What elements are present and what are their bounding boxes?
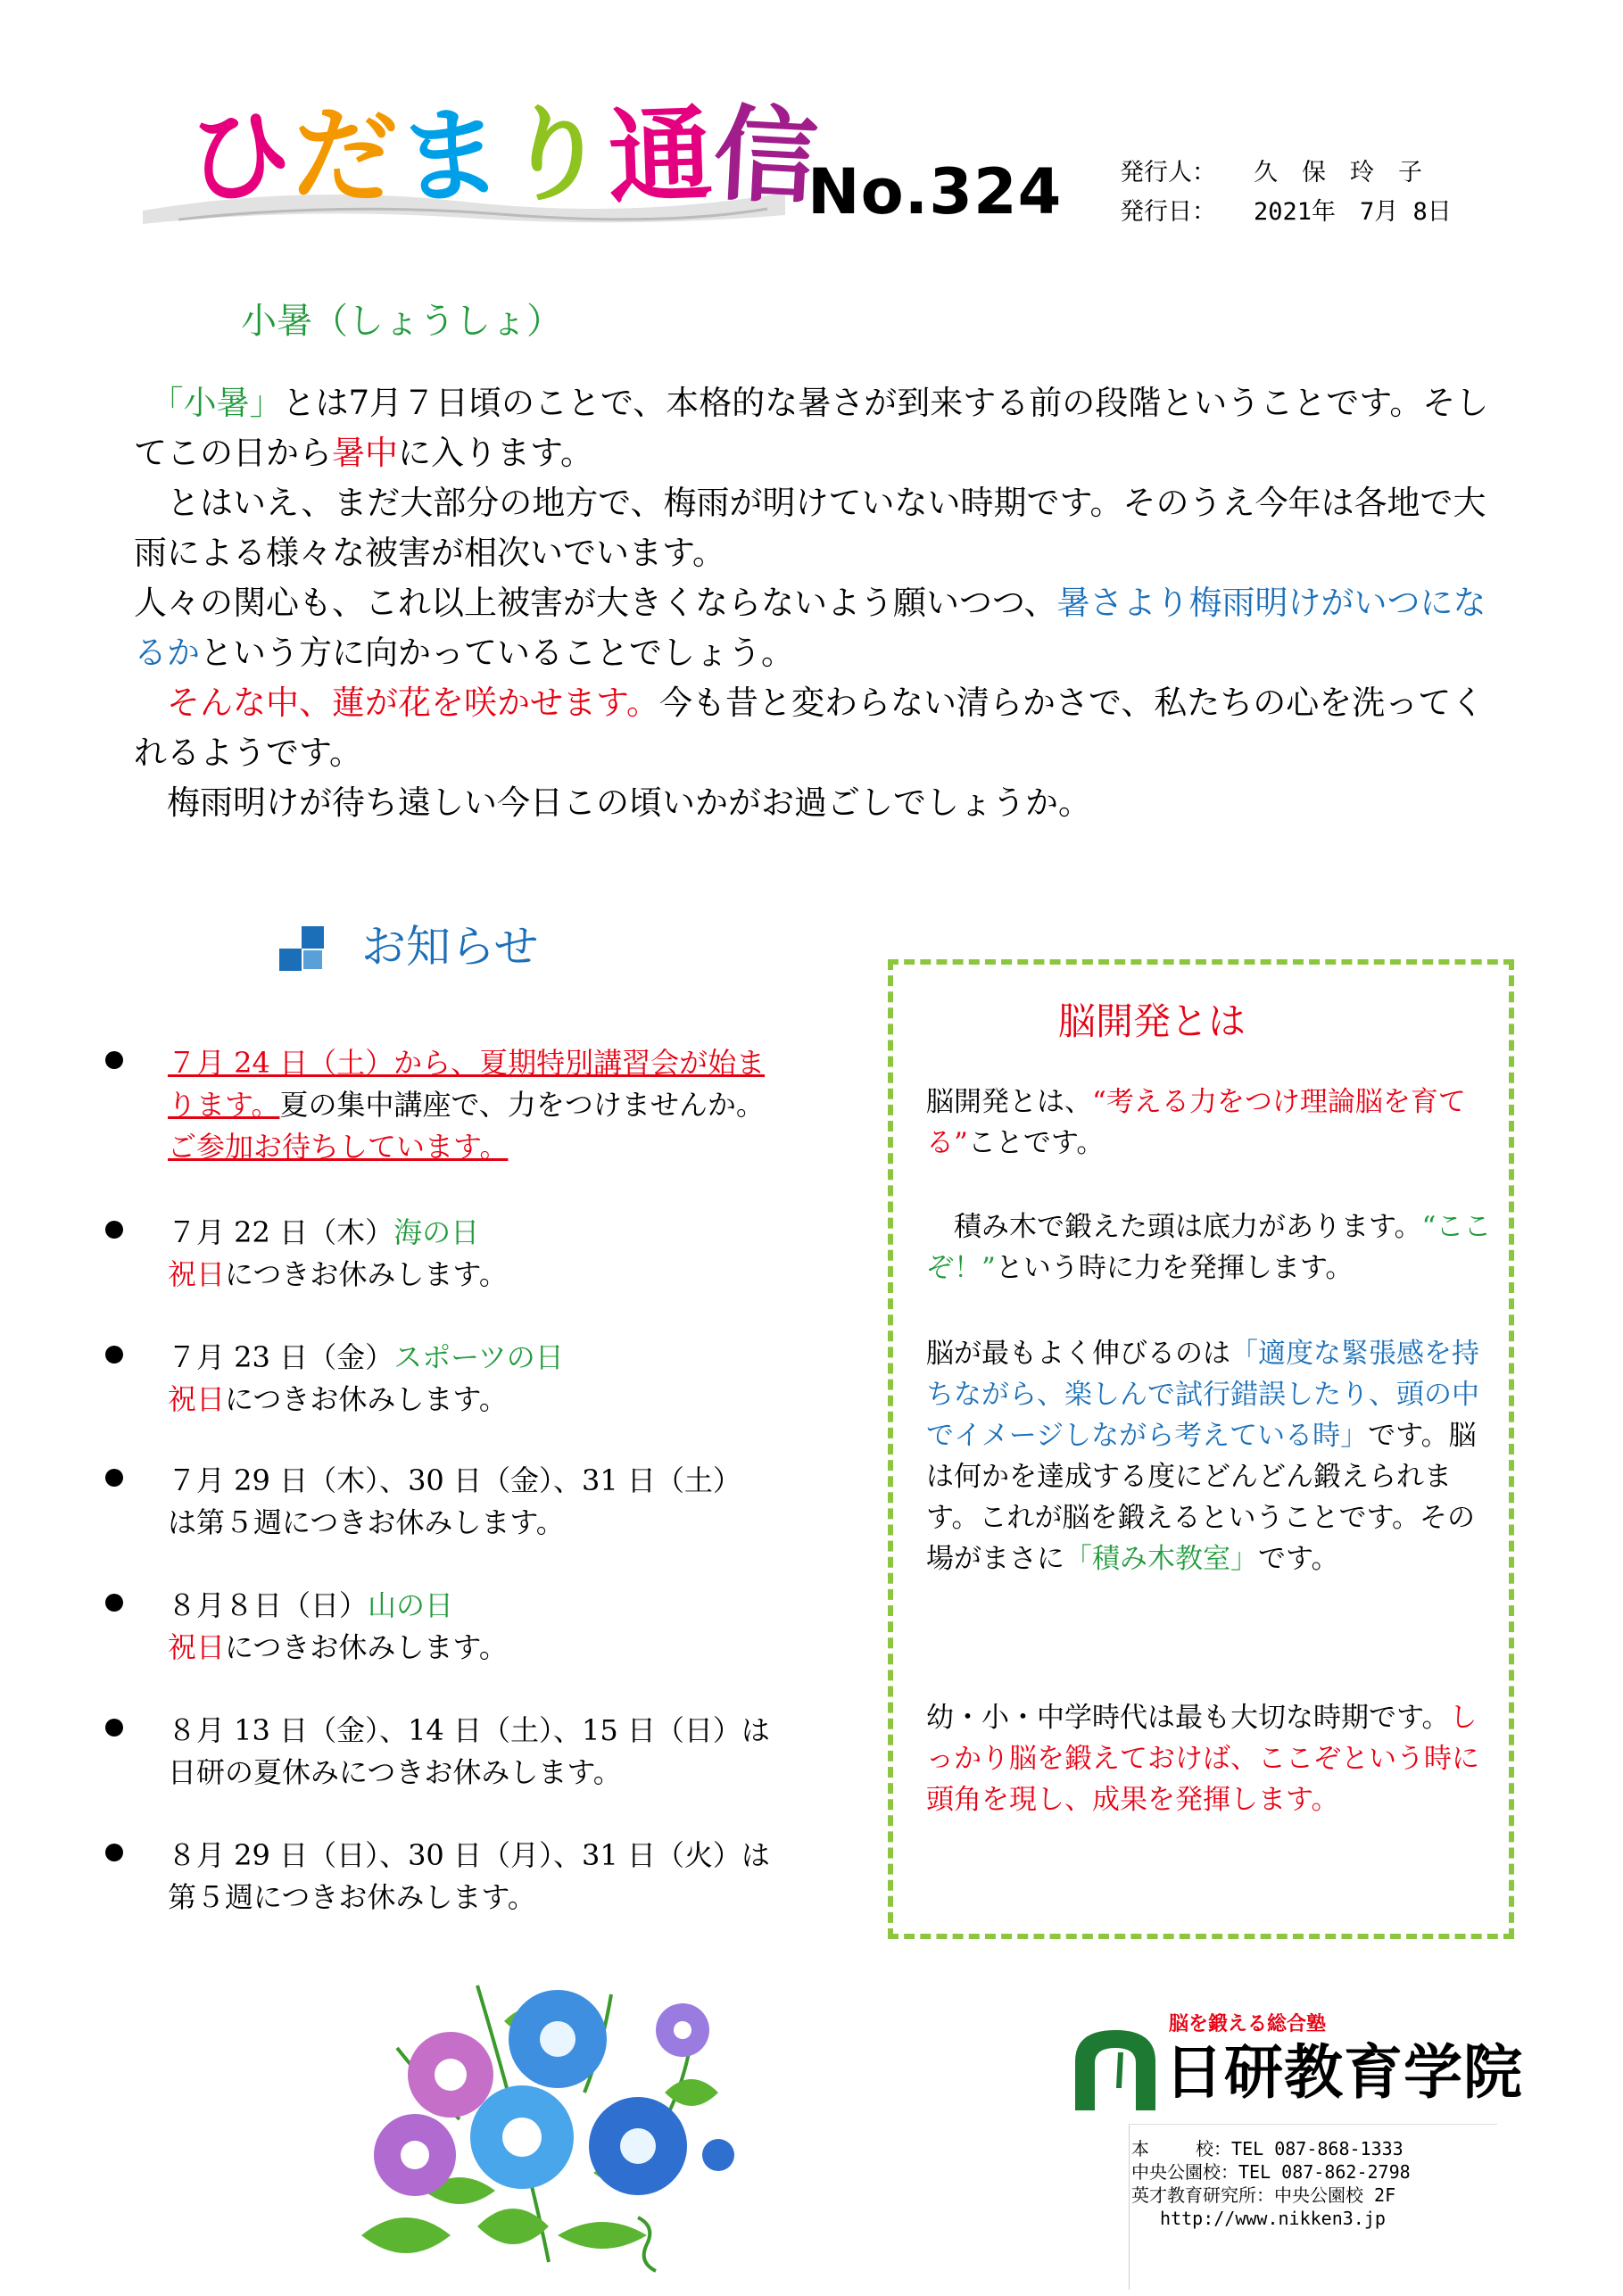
brain-paragraph xyxy=(926,1333,1497,1579)
nikken-logo-icon xyxy=(1066,2026,1164,2115)
brain-paragraph xyxy=(926,1206,1497,1289)
issue-date-row xyxy=(1120,200,1452,224)
title-char: り xyxy=(498,92,614,221)
notice-run: につきお休みします。 xyxy=(225,1257,508,1291)
publisher-row xyxy=(1120,161,1422,185)
brain-run: 「積み木教室」 xyxy=(1064,1543,1258,1575)
brain-run: ことです。 xyxy=(967,1127,1105,1159)
notice-run: 祝日 xyxy=(168,1382,226,1416)
contact-line-main: 本 校：TEL 087-868-1333 xyxy=(1131,2138,1404,2159)
season-heading: 小暑（しょうしょ） xyxy=(241,301,562,342)
morning-glory-illustration xyxy=(344,1968,736,2280)
brain-run: 脳が最もよく伸びるのは xyxy=(926,1338,1230,1370)
notice-run: ８月 29 日（日）、30 日（月）、31 日（火）は xyxy=(168,1838,770,1872)
brain-run: です。 xyxy=(1258,1543,1339,1575)
article-paragraph xyxy=(134,478,1490,578)
article-run xyxy=(134,684,167,722)
article-run: 「小暑」 xyxy=(134,384,283,422)
brain-run: 「適度な緊張感を持ちながら、楽しんで試行錯誤したり、頭の中でイメージしながら考えている時」 xyxy=(926,1338,1479,1452)
article-run: 暑中 xyxy=(332,434,398,472)
article-paragraph xyxy=(134,578,1490,678)
article-run: 今も昔と変わらない清らかさで、私たちの心を洗ってくれるようです。 xyxy=(134,684,1485,772)
article-run: 梅雨明けが待ち遠しい今日この頃いかがお過ごしでしょうか。 xyxy=(134,783,1091,822)
bullet-icon xyxy=(105,1594,123,1612)
notice-text xyxy=(168,1212,792,1296)
title-char: ま xyxy=(394,94,507,220)
notice-text xyxy=(168,1710,792,1794)
season-article xyxy=(134,378,1490,828)
bullet-icon xyxy=(105,1051,123,1069)
brain-run: です。脳は何かを達成する度にどんどん鍛えられます。これが脳を鍛えるということです。その場がまさに xyxy=(926,1420,1477,1575)
bullet-icon xyxy=(105,1469,123,1487)
notice-run: ７月 29 日（木）、30 日（金）、31 日（土） xyxy=(168,1463,741,1497)
article-run: とはいえ、まだ大部分の地方で、梅雨が明けていない時期です。そのうえ今年は各地で大雨による様々な被害が相次いでいます。 xyxy=(134,484,1486,572)
blue-squares-icon xyxy=(279,926,324,971)
school-name: 日研教育学院 xyxy=(1164,2038,1523,2107)
contact-line-institute: 英才教育研究所：中央公園校 2F xyxy=(1131,2184,1396,2206)
bullet-icon xyxy=(105,1346,123,1364)
bullet-icon xyxy=(105,1844,123,1861)
notice-run: スポーツの日 xyxy=(393,1340,564,1374)
publisher-name: 久 保 玲 子 xyxy=(1254,159,1422,186)
notice-text xyxy=(168,1585,792,1669)
brain-paragraph xyxy=(926,1082,1497,1164)
contact-info xyxy=(1131,2137,1411,2230)
brain-heading: 脳開発とは xyxy=(1058,999,1246,1043)
notice-text xyxy=(168,1337,792,1421)
issue-date-label: 発行日： xyxy=(1120,198,1216,226)
title-char: 信 xyxy=(710,94,823,220)
notice-run: は第５週につきお休みします。 xyxy=(168,1505,565,1539)
notice-run: につきお休みします。 xyxy=(225,1630,508,1664)
brain-run: 積み木で鍛えた頭は底力があります。 xyxy=(926,1211,1422,1243)
notice-run: ご参加お待ちしています。 xyxy=(168,1130,509,1164)
notice-run: ７月 23 日（金） xyxy=(168,1340,394,1374)
article-run: 人々の関心も、これ以上被害が大きくならないよう願いつつ、 xyxy=(134,584,1057,622)
notice-text xyxy=(168,1835,792,1919)
title-char: 通 xyxy=(606,94,716,220)
article-paragraph xyxy=(134,378,1490,478)
issue-number: No.324 xyxy=(807,155,1063,228)
brain-run: “ここぞ！” xyxy=(926,1211,1492,1284)
notice-run: ７月 24 日（土）から、夏期特別講習会が始まります。 xyxy=(168,1046,766,1122)
notice-heading: お知らせ xyxy=(361,921,539,973)
brain-run: 脳開発とは、 xyxy=(926,1086,1092,1118)
title-char: だ xyxy=(288,93,402,220)
notice-text xyxy=(168,1460,792,1544)
brain-run: しっかり脳を鍛えておけば、ここぞという時に頭角を現し、成果を発揮します。 xyxy=(926,1702,1479,1816)
article-run: に入ります。 xyxy=(398,434,594,472)
article-paragraph xyxy=(134,678,1490,778)
notice-run: につきお休みします。 xyxy=(225,1382,508,1416)
notice-run: 夏の集中講座で、力をつけませんか。 xyxy=(279,1088,765,1122)
issue-date-value: 2021年 7月 8日 xyxy=(1254,198,1452,226)
article-run: という方に向かっていることでしょう。 xyxy=(200,634,794,672)
notice-run: 山の日 xyxy=(368,1588,454,1622)
contact-line-central: 中央公園校：TEL 087-862-2798 xyxy=(1131,2161,1411,2183)
notice-text xyxy=(168,1042,792,1168)
article-run: 暑さより梅雨明けがいつになるか xyxy=(134,584,1486,672)
logo-tagline: 脳を鍛える総合塾 xyxy=(1169,2013,1327,2035)
article-run: とは7月７日頃のことで、本格的な暑さが到来する前の段階ということです。そしてこの日から xyxy=(134,384,1489,472)
publisher-label: 発行人： xyxy=(1120,159,1216,186)
brain-paragraph xyxy=(926,1697,1497,1820)
notice-run: 日研の夏休みにつきお休みします。 xyxy=(168,1755,622,1789)
notice-run: ８月 13 日（金）、14 日（土）、15 日（日）は xyxy=(168,1713,770,1747)
brain-run: “考える力をつけ理論脳を育てる” xyxy=(926,1086,1466,1159)
bullet-icon xyxy=(105,1719,123,1737)
article-run: そんな中、蓮が花を咲かせます。 xyxy=(167,684,660,722)
newsletter-title xyxy=(181,91,823,222)
notice-run: 祝日 xyxy=(168,1630,226,1664)
title-char: ひ xyxy=(181,91,299,222)
brain-run: という時に力を発揮します。 xyxy=(995,1252,1354,1284)
brain-run: 幼・小・中学時代は最も大切な時期です。 xyxy=(926,1702,1450,1734)
article-paragraph xyxy=(134,778,1490,828)
notice-run: ８月８日（日） xyxy=(168,1588,368,1622)
notice-run: 祝日 xyxy=(168,1257,226,1291)
bullet-icon xyxy=(105,1221,123,1239)
website-link[interactable]: http://www.nikken3.jp xyxy=(1131,2208,1386,2229)
notice-run: 第５週につきお休みします。 xyxy=(168,1880,536,1914)
notice-run: ７月 22 日（木） xyxy=(168,1215,394,1249)
notice-run: 海の日 xyxy=(393,1215,480,1249)
